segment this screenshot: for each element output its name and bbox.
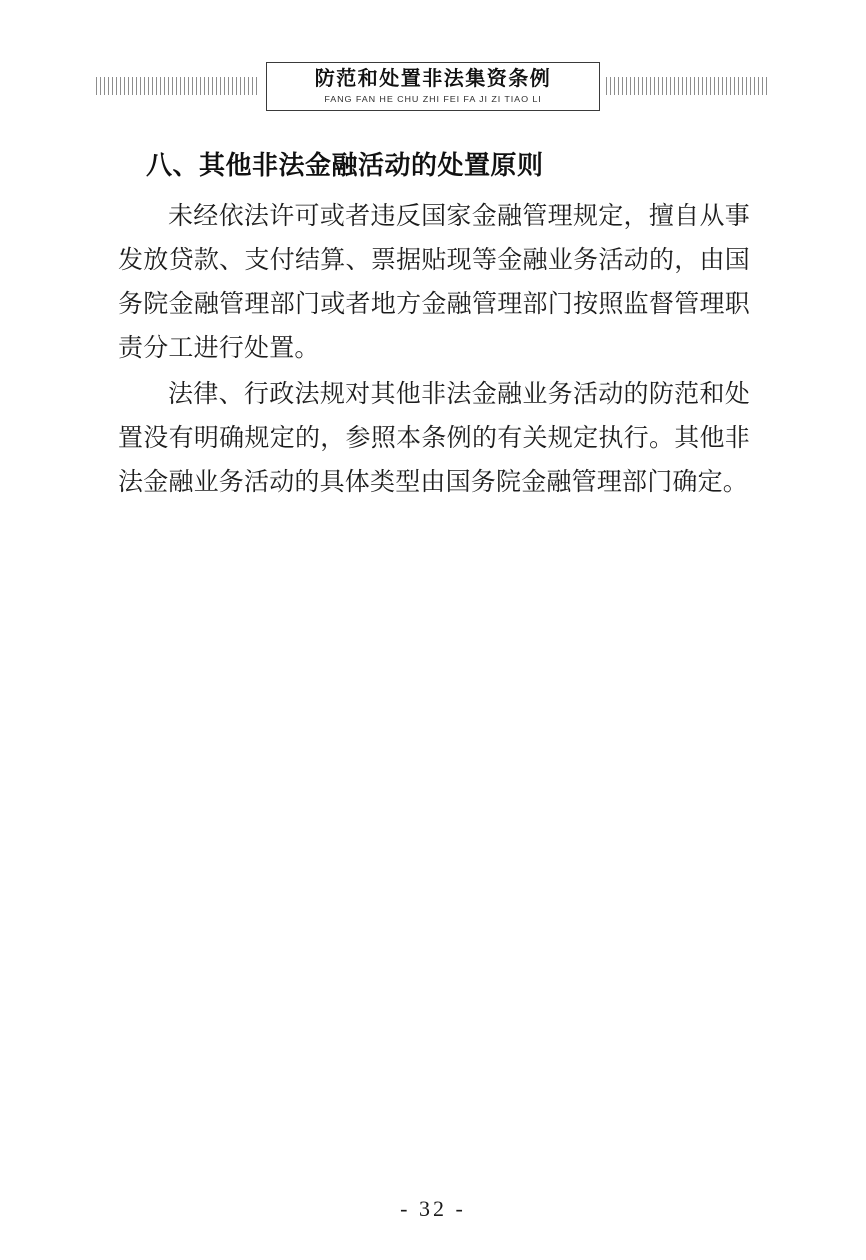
body-paragraph: 未经依法许可或者违反国家金融管理规定，擅自从事发放贷款、支付结算、票据贴现等金融业务活动的，由国务院金融管理部门或者地方金融管理部门按照监督管理职责分工进行处置。 [118,203,750,363]
page-content [118,148,750,507]
header-hatch-rule-right-icon [606,77,770,95]
header-hatch-rule-left-icon [96,77,260,95]
section-heading: 八、其他非法金融活动的处置原则 [146,151,544,180]
header-pinyin: FANG FAN HE CHU ZHI FEI FA JI ZI TIAO LI [324,93,542,104]
header-title: 防范和处置非法集资条例 [314,67,552,90]
page-footer [0,1196,866,1222]
page-number: - 32 - [400,1196,466,1221]
body-paragraph: 法律、行政法规对其他非法金融业务活动的防范和处置没有明确规定的，参照本条例的有关规定执行。其他非法金融业务活动的具体类型由国务院金融管理部门确定。 [118,381,750,497]
header-title-box [266,62,600,111]
running-header [0,62,866,110]
